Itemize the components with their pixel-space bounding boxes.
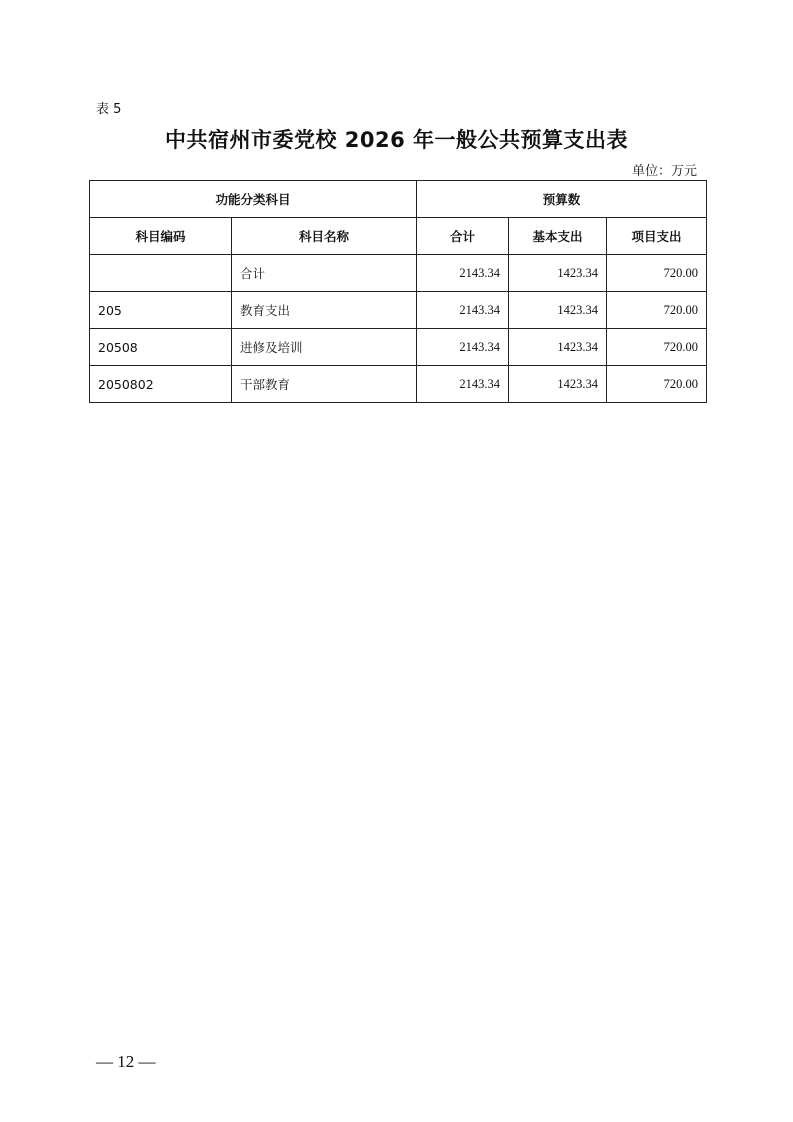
cell-project: 720.00 (607, 366, 707, 403)
group-header-row (90, 181, 707, 218)
cell-name: 进修及培训 (232, 329, 417, 366)
functional-category-header: 功能分类科目 (90, 181, 417, 218)
cell-total: 2143.34 (417, 366, 509, 403)
cell-project: 720.00 (607, 292, 707, 329)
table-label: 表 5 (96, 102, 122, 117)
budget-table (89, 180, 707, 403)
cell-basic: 1423.34 (509, 255, 607, 292)
cell-project: 720.00 (607, 255, 707, 292)
cell-total: 2143.34 (417, 292, 509, 329)
table-row (90, 366, 707, 403)
column-header-row (90, 218, 707, 255)
cell-name: 干部教育 (232, 366, 417, 403)
cell-basic: 1423.34 (509, 366, 607, 403)
column-header-name: 科目名称 (232, 218, 417, 255)
column-header-total: 合计 (417, 218, 509, 255)
unit-label: 单位：万元 (631, 164, 697, 179)
cell-name: 合计 (232, 255, 417, 292)
table-row (90, 292, 707, 329)
page-number: — 12 — (96, 1052, 156, 1071)
cell-project: 720.00 (607, 329, 707, 366)
cell-basic: 1423.34 (509, 292, 607, 329)
cell-code (90, 255, 232, 292)
cell-code: 205 (90, 292, 232, 329)
table-row (90, 329, 707, 366)
cell-total: 2143.34 (417, 329, 509, 366)
cell-name: 教育支出 (232, 292, 417, 329)
cell-code: 2050802 (90, 366, 232, 403)
budget-amount-header: 预算数 (417, 181, 707, 218)
column-header-basic: 基本支出 (509, 218, 607, 255)
page-title: 中共宿州市委党校 2026 年一般公共预算支出表 (164, 128, 629, 152)
column-header-project: 项目支出 (607, 218, 707, 255)
cell-code: 20508 (90, 329, 232, 366)
table-row (90, 255, 707, 292)
column-header-code: 科目编码 (90, 218, 232, 255)
cell-total: 2143.34 (417, 255, 509, 292)
cell-basic: 1423.34 (509, 329, 607, 366)
